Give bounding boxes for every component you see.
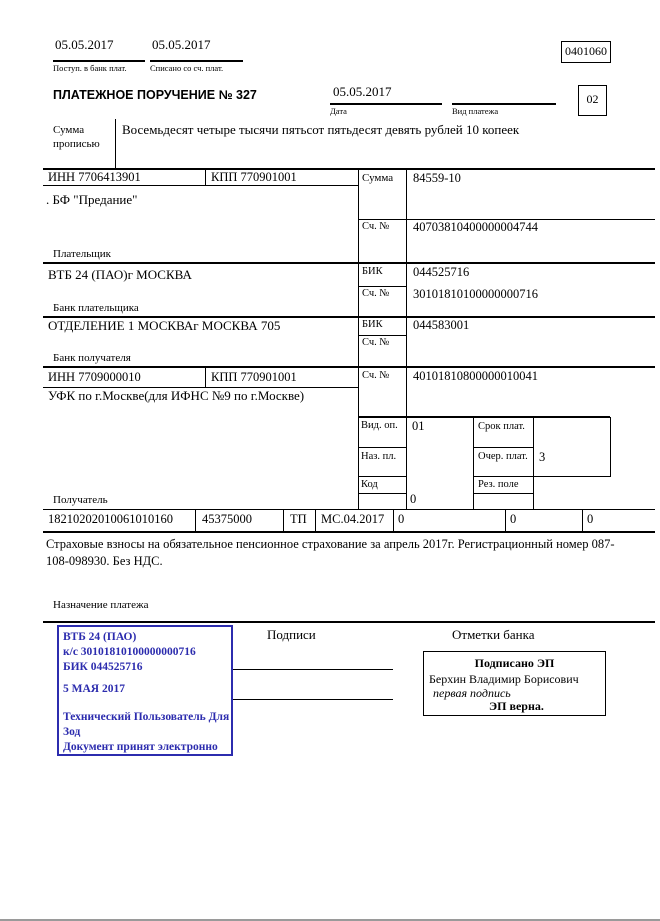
bank-electronic-stamp bbox=[57, 625, 233, 756]
amount-words-divider bbox=[115, 119, 116, 168]
rez-pole-label: Рез. поле bbox=[478, 479, 519, 490]
payee-account-value: 40101810800000010041 bbox=[413, 369, 538, 383]
payer-name: . БФ "Предание" bbox=[46, 192, 138, 207]
tax-basis: ТП bbox=[290, 512, 307, 526]
table-border bbox=[533, 417, 534, 509]
stamp-user-line1: Технический Пользователь Для bbox=[63, 711, 230, 723]
payer-bank-label: Банк плательщика bbox=[53, 302, 139, 314]
stamp-bank-name: ВТБ 24 (ПАО) bbox=[63, 631, 137, 643]
table-border bbox=[358, 416, 610, 418]
bank-marks-heading: Отметки банка bbox=[452, 627, 535, 642]
ocher-plat-label: Очер. плат. bbox=[478, 451, 528, 462]
table-border bbox=[315, 509, 316, 531]
payment-purpose-label: Назначение платежа bbox=[53, 599, 149, 611]
payment-type-label: Вид платежа bbox=[452, 106, 499, 116]
tax-kbk: 18210202010061010160 bbox=[48, 512, 173, 526]
payment-type-line bbox=[452, 103, 556, 105]
kod-value: 0 bbox=[410, 492, 417, 506]
tax-period: МС.04.2017 bbox=[321, 512, 385, 526]
stamp-corr-account: к/с 30101810100000000716 bbox=[63, 646, 196, 658]
doc-date-line bbox=[330, 103, 442, 105]
payee-account-label: Сч. № bbox=[362, 370, 390, 381]
table-border bbox=[582, 509, 583, 531]
payee-bank-bik-label: БИК bbox=[362, 319, 383, 330]
vid-op-label: Вид. оп. bbox=[361, 420, 398, 431]
payee-name: УФК по г.Москве(для ИФНС №9 по г.Москве) bbox=[48, 388, 305, 403]
table-border bbox=[473, 417, 474, 509]
amount-words-label-1: Сумма bbox=[53, 124, 85, 136]
payee-bank-label: Банк получателя bbox=[53, 352, 131, 364]
naz-pl-label: Наз. пл. bbox=[361, 451, 397, 462]
esign-name: Берхин Владимир Борисович bbox=[429, 672, 579, 686]
received-date-line bbox=[53, 60, 145, 62]
stamp-user-line2: Зод bbox=[63, 726, 81, 738]
stamp-bik: БИК 044525716 bbox=[63, 661, 143, 673]
table-border bbox=[393, 509, 394, 531]
table-border bbox=[43, 509, 655, 510]
tax-type: 0 bbox=[587, 512, 594, 526]
payee-bank-account-label: Сч. № bbox=[362, 337, 390, 348]
sum-label: Сумма bbox=[362, 172, 394, 184]
esign-stamp-box bbox=[423, 651, 606, 716]
payer-label: Плательщик bbox=[53, 248, 111, 260]
signatures-heading: Подписи bbox=[267, 627, 316, 642]
table-border bbox=[43, 185, 358, 186]
payer-account-label: Сч. № bbox=[362, 221, 390, 232]
received-date: 05.05.2017 bbox=[55, 37, 114, 52]
table-border bbox=[43, 621, 655, 623]
table-border bbox=[473, 493, 533, 494]
doc-title: ПЛАТЕЖНОЕ ПОРУЧЕНИЕ № 327 bbox=[53, 88, 257, 102]
payer-bank-account-value: 30101810100000000716 bbox=[413, 287, 538, 301]
table-border bbox=[358, 476, 406, 477]
esign-title: Подписано ЭП bbox=[474, 656, 555, 670]
table-border bbox=[358, 335, 406, 336]
debited-date-line bbox=[150, 60, 243, 62]
table-border bbox=[283, 509, 284, 531]
srok-plat-label: Срок плат. bbox=[478, 421, 525, 432]
table-border bbox=[358, 493, 406, 494]
payer-bank-bik-value: 044525716 bbox=[413, 265, 470, 279]
sum-value: 84559-10 bbox=[413, 171, 461, 185]
tax-doc-number: 0 bbox=[398, 512, 405, 526]
doc-date: 05.05.2017 bbox=[333, 84, 392, 99]
payer-bank-name: ВТБ 24 (ПАО)г МОСКВА bbox=[48, 267, 192, 282]
table-border bbox=[505, 509, 506, 531]
esign-type: первая подпись bbox=[433, 686, 511, 700]
table-border bbox=[195, 509, 196, 531]
ocher-plat-value: 3 bbox=[539, 450, 546, 464]
payment-purpose-text: Страховые взносы на обязательное пенсионное страхование за апрель 2017г. Регистрационный номер 087-108-098930. Без НДС. bbox=[46, 537, 615, 568]
stamp-spacer bbox=[63, 697, 227, 710]
payee-inn: ИНН 7709000010 bbox=[48, 370, 141, 384]
esign-verified: ЭП верна. bbox=[489, 699, 544, 713]
payer-bank-bik-label: БИК bbox=[362, 266, 383, 277]
payee-kpp: КПП 770901001 bbox=[211, 370, 297, 384]
table-border bbox=[473, 447, 533, 448]
payer-account-value: 40703810400000004744 bbox=[413, 220, 538, 234]
received-date-label: Поступ. в банк плат. bbox=[53, 63, 127, 73]
table-border bbox=[205, 168, 206, 185]
payer-bank-account-label: Сч. № bbox=[362, 288, 390, 299]
table-border bbox=[358, 286, 406, 287]
signature-line-1 bbox=[233, 669, 393, 670]
stamp-spacer bbox=[63, 675, 227, 682]
table-border bbox=[473, 476, 610, 477]
table-border bbox=[43, 531, 655, 533]
table-border bbox=[43, 262, 655, 264]
tax-oktmo: 45375000 bbox=[202, 512, 252, 526]
payee-bank-name: ОТДЕЛЕНИЕ 1 МОСКВАг МОСКВА 705 bbox=[48, 318, 281, 333]
form-code-box: 0401060 bbox=[561, 41, 611, 63]
stamp-date: 5 МАЯ 2017 bbox=[63, 683, 125, 695]
kod-label: Код bbox=[361, 479, 378, 490]
debited-date-label: Списано со сч. плат. bbox=[150, 63, 224, 73]
amount-words-label-2: прописью bbox=[53, 138, 100, 150]
tax-doc-date: 0 bbox=[510, 512, 517, 526]
table-border bbox=[358, 447, 406, 448]
table-border bbox=[205, 367, 206, 387]
amount-in-words: Восемьдесят четыре тысячи пятьсот пятьдесят девять рублей 10 копеек bbox=[122, 122, 520, 137]
signature-line-2 bbox=[233, 699, 393, 700]
payer-kpp: КПП 770901001 bbox=[211, 170, 297, 184]
vid-op-value: 01 bbox=[412, 419, 425, 433]
payee-label: Получатель bbox=[53, 494, 108, 506]
debited-date: 05.05.2017 bbox=[152, 37, 211, 52]
payment-type-code-box: 02 bbox=[578, 85, 607, 116]
doc-date-label: Дата bbox=[330, 106, 347, 116]
stamp-status: Документ принят электронно bbox=[63, 741, 218, 753]
table-border bbox=[43, 366, 655, 368]
payer-inn: ИНН 7706413901 bbox=[48, 170, 141, 184]
table-border bbox=[610, 417, 611, 477]
payee-bank-bik-value: 044583001 bbox=[413, 318, 470, 332]
